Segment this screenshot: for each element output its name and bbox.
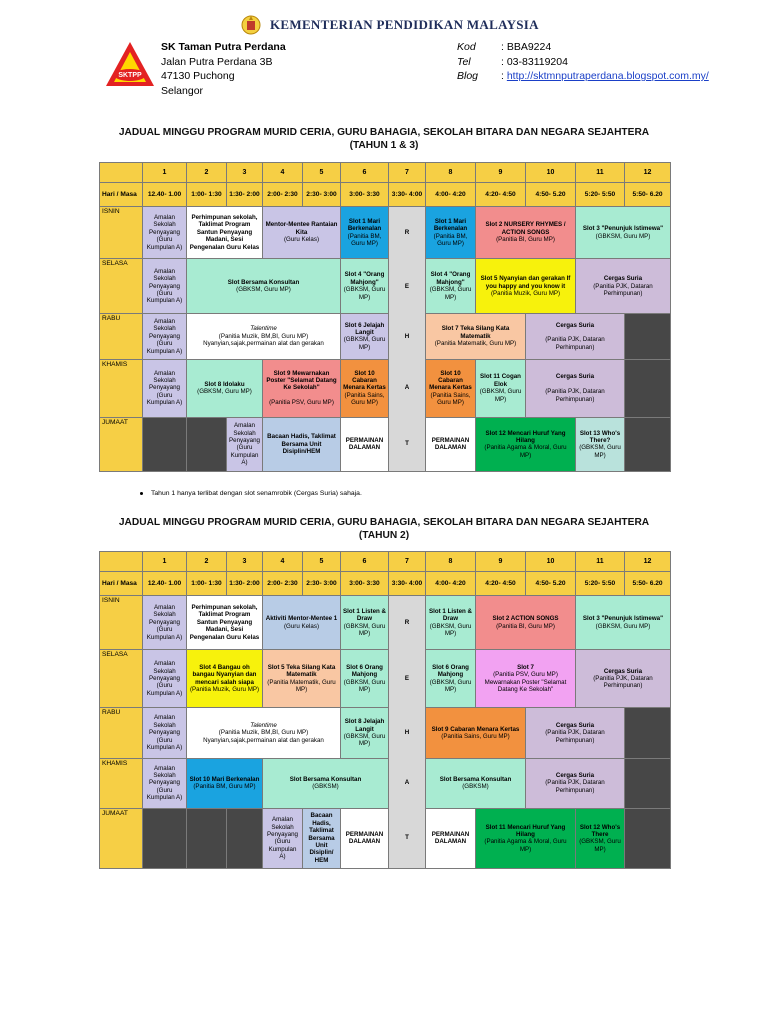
slot-cell: Slot 9 Mewarnakan Poster "Selamat Datang Ke Sekolah" (Panitia PSV, Guru MP) bbox=[263, 359, 341, 417]
kod-value: : BBA9224 bbox=[501, 41, 552, 53]
corner-cell bbox=[100, 163, 143, 183]
slot-cell: Slot 7 Teka Silang Kata Matematik (Panitia Matematik, Guru MP) bbox=[426, 314, 526, 359]
period-number: 3 bbox=[227, 552, 263, 572]
school-info bbox=[457, 40, 709, 84]
period-number: 1 bbox=[143, 163, 187, 183]
period-number: 5 bbox=[303, 552, 341, 572]
time-slot: 2:30- 3:00 bbox=[303, 572, 341, 596]
time-slot: 1:00- 1:30 bbox=[187, 572, 227, 596]
period-number: 10 bbox=[526, 163, 576, 183]
empty-cell bbox=[625, 808, 671, 868]
period-number: 2 bbox=[187, 552, 227, 572]
day-row-jumaat bbox=[100, 808, 671, 868]
time-slot: 4:50- 5.20 bbox=[526, 183, 576, 207]
timetable-tahun-2 bbox=[99, 551, 671, 869]
blog-link[interactable]: http://sktmnputraperdana.blogspot.com.my/ bbox=[506, 70, 709, 82]
period-number: 8 bbox=[426, 552, 476, 572]
slot-cell: Slot 1 Listen & Draw (GBKSM, Guru MP) bbox=[426, 596, 476, 650]
empty-cell bbox=[143, 417, 187, 471]
hari-masa-label: Hari / Masa bbox=[100, 183, 143, 207]
slot-cell: Amalan Sekolah Penyayang (Guru Kumpulan A) bbox=[227, 417, 263, 471]
time-slot: 5:50- 6.20 bbox=[625, 572, 671, 596]
period-number: 4 bbox=[263, 163, 303, 183]
period-number: 11 bbox=[576, 163, 625, 183]
period-number: 8 bbox=[426, 163, 476, 183]
time-slot: 4:20- 4:50 bbox=[476, 183, 526, 207]
time-slot: 4:20- 4:50 bbox=[476, 572, 526, 596]
time-slot: 3:00- 3:30 bbox=[341, 183, 389, 207]
slot-cell: Amalan Sekolah Penyayang (Guru Kumpulan A) bbox=[143, 314, 187, 359]
day-label: ISNIN bbox=[100, 207, 143, 259]
day-row-isnin bbox=[100, 596, 671, 650]
time-slot: 5:20- 5:50 bbox=[576, 183, 625, 207]
rehat-column: R E H A T bbox=[389, 207, 426, 472]
slot-cell: Bacaan Hadis, Taklimat Bersama Unit Disiplin/ HEM bbox=[303, 808, 341, 868]
timetable-tahun-1-3 bbox=[99, 162, 671, 472]
blog-label: Blog bbox=[457, 70, 479, 82]
address-line: Selangor bbox=[161, 84, 204, 97]
day-row-selasa bbox=[100, 650, 671, 708]
kod-label: Kod bbox=[457, 41, 476, 53]
slot-cell: Slot 8 Idolaku (GBKSM, Guru MP) bbox=[187, 359, 263, 417]
empty-cell bbox=[625, 314, 671, 359]
time-slot: 4:00- 4:20 bbox=[426, 572, 476, 596]
time-slot: 4:00- 4:20 bbox=[426, 183, 476, 207]
time-slot: 12.40- 1.00 bbox=[143, 572, 187, 596]
school-name: SK Taman Putra Perdana bbox=[161, 41, 286, 53]
slot-cell: Slot 1 Mari Berkenalan (Panitia BM, Guru MP) bbox=[341, 207, 389, 259]
tel-label: Tel bbox=[457, 55, 471, 68]
time-slot: 1:30- 2:00 bbox=[227, 183, 263, 207]
period-number: 7 bbox=[389, 163, 426, 183]
day-row-isnin bbox=[100, 207, 671, 259]
ministry-header bbox=[240, 12, 539, 38]
slot-cell: Slot 7 (Panitia PSV, Guru MP) Mewarnakan Poster "Selamat Datang Ke Sekolah" bbox=[476, 650, 576, 708]
time-slot: 3:00- 3:30 bbox=[341, 572, 389, 596]
day-label: SELASA bbox=[100, 650, 143, 708]
empty-cell bbox=[625, 708, 671, 758]
slot-cell: Amalan Sekolah Penyayang (Guru Kumpulan A) bbox=[263, 808, 303, 868]
empty-cell bbox=[227, 808, 263, 868]
time-slot: 1:30- 2:00 bbox=[227, 572, 263, 596]
slot-cell: Slot 2 ACTION SONGS (Panitia BI, Guru MP) bbox=[476, 596, 576, 650]
period-row bbox=[100, 552, 671, 572]
slot-cell: Slot 10 Mari Berkenalan (Panitia BM, Guru MP) bbox=[187, 758, 263, 808]
day-row-khamis bbox=[100, 359, 671, 417]
time-slot: 2:30- 3:00 bbox=[303, 183, 341, 207]
slot-cell: PERMAINAN DALAMAN bbox=[426, 808, 476, 868]
day-label: RABU bbox=[100, 708, 143, 758]
slot-cell: Slot 2 NURSERY RHYMES / ACTION SONGS (Panitia BI, Guru MP) bbox=[476, 207, 576, 259]
slot-cell: Amalan Sekolah Penyayang (Guru Kumpulan A) bbox=[143, 596, 187, 650]
rehat-column: R E H A T bbox=[389, 596, 426, 869]
time-slot: 5:20- 5:50 bbox=[576, 572, 625, 596]
slot-cell: PERMAINAN DALAMAN bbox=[426, 417, 476, 471]
hari-masa-label: Hari / Masa bbox=[100, 572, 143, 596]
empty-cell bbox=[143, 808, 187, 868]
time-row bbox=[100, 572, 671, 596]
empty-cell bbox=[625, 417, 671, 471]
slot-cell: Talentime (Panitia Muzik, BM,BI, Guru MP) Nyanyian,sajak,permainan alat dan gerakan bbox=[187, 314, 341, 359]
time-slot: 2:00- 2:30 bbox=[263, 572, 303, 596]
school-address bbox=[161, 40, 286, 98]
slot-cell: Perhimpunan sekolah, Taklimat Program Santun Penyayang Madani, Sesi Pengenalan Guru Kelas bbox=[187, 596, 263, 650]
slot-cell: Slot 13 Who's There? (GBKSM, Guru MP) bbox=[576, 417, 625, 471]
slot-cell: Slot Bersama Konsultan (GBKSM) bbox=[263, 758, 389, 808]
period-number: 9 bbox=[476, 163, 526, 183]
period-number: 6 bbox=[341, 163, 389, 183]
slot-cell: Cergas Suria (Panitia PJK, Dataran Perhimpunan) bbox=[526, 758, 625, 808]
slot-cell: Slot 11 Cogan Elok (GBKSM, Guru MP) bbox=[476, 359, 526, 417]
coat-of-arms-icon bbox=[240, 14, 262, 36]
footnote: Tahun 1 hanya terlibat dengan slot senamrobik (Cergas Suria) sahaja. bbox=[140, 490, 362, 497]
ministry-name: KEMENTERIAN PENDIDIKAN MALAYSIA bbox=[270, 17, 539, 32]
empty-cell bbox=[625, 758, 671, 808]
corner-cell bbox=[100, 552, 143, 572]
slot-cell: Amalan Sekolah Penyayang (Guru Kumpulan A) bbox=[143, 708, 187, 758]
day-label: JUMAAT bbox=[100, 417, 143, 471]
slot-cell: Slot 12 Mencari Huruf Yang Hilang (Panitia Agama & Moral, Guru MP) bbox=[476, 417, 576, 471]
period-row bbox=[100, 163, 671, 183]
day-label: RABU bbox=[100, 314, 143, 359]
slot-cell: Slot Bersama Konsultan (GBKSM, Guru MP) bbox=[187, 259, 341, 314]
slot-cell: Slot 4 Bangau oh bangau Nyanyian dan mencari salah siapa (Panitia Muzik, Guru MP) bbox=[187, 650, 263, 708]
time-slot: 3:30- 4:00 bbox=[389, 183, 426, 207]
slot-cell: Cergas Suria (Panitia PJK, Dataran Perhimpunan) bbox=[576, 650, 671, 708]
day-row-khamis bbox=[100, 758, 671, 808]
slot-cell: Cergas Suria (Panitia PJK, Dataran Perhimpunan) bbox=[526, 708, 625, 758]
day-label: ISNIN bbox=[100, 596, 143, 650]
slot-cell: Slot 6 Orang Mahjong (GBKSM, Guru MP) bbox=[341, 650, 389, 708]
time-row bbox=[100, 183, 671, 207]
time-slot: 3:30- 4:00 bbox=[389, 572, 426, 596]
day-row-jumaat bbox=[100, 417, 671, 471]
period-number: 7 bbox=[389, 552, 426, 572]
period-number: 10 bbox=[526, 552, 576, 572]
slot-cell: Bacaan Hadis, Taklimat Bersama Unit Disiplin/HEM bbox=[263, 417, 341, 471]
slot-cell: Slot 8 Jelajah Langit (GBKSM, Guru MP) bbox=[341, 708, 389, 758]
bullet-icon bbox=[140, 492, 143, 495]
tel-value: : 03-83119204 bbox=[501, 55, 568, 68]
slot-cell: Amalan Sekolah Penyayang (Guru Kumpulan A) bbox=[143, 259, 187, 314]
slot-cell: Slot 9 Cabaran Menara Kertas (Panitia Sains, Guru MP) bbox=[426, 708, 526, 758]
slot-cell: Cergas Suria (Panitia PJK, Dataran Perhimpunan) bbox=[526, 314, 625, 359]
slot-cell: Slot 5 Teka Silang Kata Matematik (Panitia Matematik, Guru MP) bbox=[263, 650, 341, 708]
time-slot: 5:50- 6.20 bbox=[625, 183, 671, 207]
day-label: KHAMIS bbox=[100, 359, 143, 417]
period-number: 11 bbox=[576, 552, 625, 572]
slot-cell: PERMAINAN DALAMAN bbox=[341, 417, 389, 471]
address-line: Jalan Putra Perdana 3B bbox=[161, 55, 273, 68]
slot-cell: PERMAINAN DALAMAN bbox=[341, 808, 389, 868]
slot-cell: Slot 11 Mencari Huruf Yang Hilang (Panitia Agama & Moral, Guru MP) bbox=[476, 808, 576, 868]
day-row-rabu bbox=[100, 708, 671, 758]
slot-cell: Aktiviti Mentor-Mentee 1 (Guru Kelas) bbox=[263, 596, 341, 650]
slot-cell: Slot 3 "Penunjuk Istimewa" (GBKSM, Guru MP) bbox=[576, 207, 671, 259]
slot-cell: Slot 5 Nyanyian dan gerakan If you happy and you know it (Panitia Muzik, Guru MP) bbox=[476, 259, 576, 314]
timetable-2-title: JADUAL MINGGU PROGRAM MURID CERIA, GURU BAHAGIA, SEKOLAH BITARA DAN NEGARA SEJAHTERA (TAHUN 2) bbox=[118, 517, 650, 541]
slot-cell: Talentime (Panitia Muzik, BM,BI, Guru MP) Nyanyian,sajak,permainan alat dan gerakan bbox=[187, 708, 341, 758]
timetable-1-title: JADUAL MINGGU PROGRAM MURID CERIA, GURU BAHAGIA, SEKOLAH BITARA DAN NEGARA SEJAHTERA (TAHUN 1 & 3) bbox=[118, 127, 650, 151]
slot-cell: Slot 10 Cabaran Menara Kertas (Panitia Sains, Guru MP) bbox=[426, 359, 476, 417]
period-number: 12 bbox=[625, 163, 671, 183]
empty-cell bbox=[187, 808, 227, 868]
svg-text:SKTPP: SKTPP bbox=[118, 72, 142, 79]
period-number: 4 bbox=[263, 552, 303, 572]
empty-cell bbox=[625, 359, 671, 417]
slot-cell: Slot 10 Cabaran Menara Kertas (Panitia Sains, Guru MP) bbox=[341, 359, 389, 417]
slot-cell: Amalan Sekolah Penyayang (Guru Kumpulan A) bbox=[143, 359, 187, 417]
slot-cell: Slot 4 "Orang Mahjong" (GBKSM, Guru MP) bbox=[341, 259, 389, 314]
period-number: 1 bbox=[143, 552, 187, 572]
slot-cell: Slot 12 Who's There (GBKSM, Guru MP) bbox=[576, 808, 625, 868]
period-number: 2 bbox=[187, 163, 227, 183]
slot-cell: Cergas Suria (Panitia PJK, Dataran Perhimpunan) bbox=[526, 359, 625, 417]
day-label: JUMAAT bbox=[100, 808, 143, 868]
slot-cell: Slot 1 Listen & Draw (GBKSM, Guru MP) bbox=[341, 596, 389, 650]
slot-cell: Amalan Sekolah Penyayang (Guru Kumpulan A) bbox=[143, 758, 187, 808]
slot-cell: Slot 6 Orang Mahjong (GBKSM, Guru MP) bbox=[426, 650, 476, 708]
time-slot: 1:00- 1:30 bbox=[187, 183, 227, 207]
day-label: KHAMIS bbox=[100, 758, 143, 808]
address-line: 47130 Puchong bbox=[161, 70, 235, 82]
period-number: 3 bbox=[227, 163, 263, 183]
day-row-selasa bbox=[100, 259, 671, 314]
blog-prefix: : bbox=[501, 70, 507, 82]
empty-cell bbox=[187, 417, 227, 471]
slot-cell: Mentor-Mentee Rantaian Kita (Guru Kelas) bbox=[263, 207, 341, 259]
period-number: 9 bbox=[476, 552, 526, 572]
day-label: SELASA bbox=[100, 259, 143, 314]
slot-cell: Slot Bersama Konsultan (GBKSM) bbox=[426, 758, 526, 808]
time-slot: 12.40- 1.00 bbox=[143, 183, 187, 207]
period-number: 12 bbox=[625, 552, 671, 572]
time-slot: 2:00- 2:30 bbox=[263, 183, 303, 207]
slot-cell: Perhimpunan sekolah, Taklimat Program Santun Penyayang Madani, Sesi Pengenalan Guru Kelas bbox=[187, 207, 263, 259]
slot-cell: Amalan Sekolah Penyayang (Guru Kumpulan A) bbox=[143, 207, 187, 259]
slot-cell: Amalan Sekolah Penyayang (Guru Kumpulan A) bbox=[143, 650, 187, 708]
period-number: 6 bbox=[341, 552, 389, 572]
day-row-rabu bbox=[100, 314, 671, 359]
slot-cell: Cergas Suria (Panitia PJK, Dataran Perhimpunan) bbox=[576, 259, 671, 314]
slot-cell: Slot 3 "Penunjuk Istimewa" (GBKSM, Guru MP) bbox=[576, 596, 671, 650]
slot-cell: Slot 6 Jelajah Langit (GBKSM, Guru MP) bbox=[341, 314, 389, 359]
school-logo bbox=[104, 40, 156, 92]
period-number: 5 bbox=[303, 163, 341, 183]
time-slot: 4:50- 5.20 bbox=[526, 572, 576, 596]
slot-cell: Slot 4 "Orang Mahjong" (GBKSM, Guru MP) bbox=[426, 259, 476, 314]
slot-cell: Slot 1 Mari Berkenalan (Panitia BM, Guru MP) bbox=[426, 207, 476, 259]
